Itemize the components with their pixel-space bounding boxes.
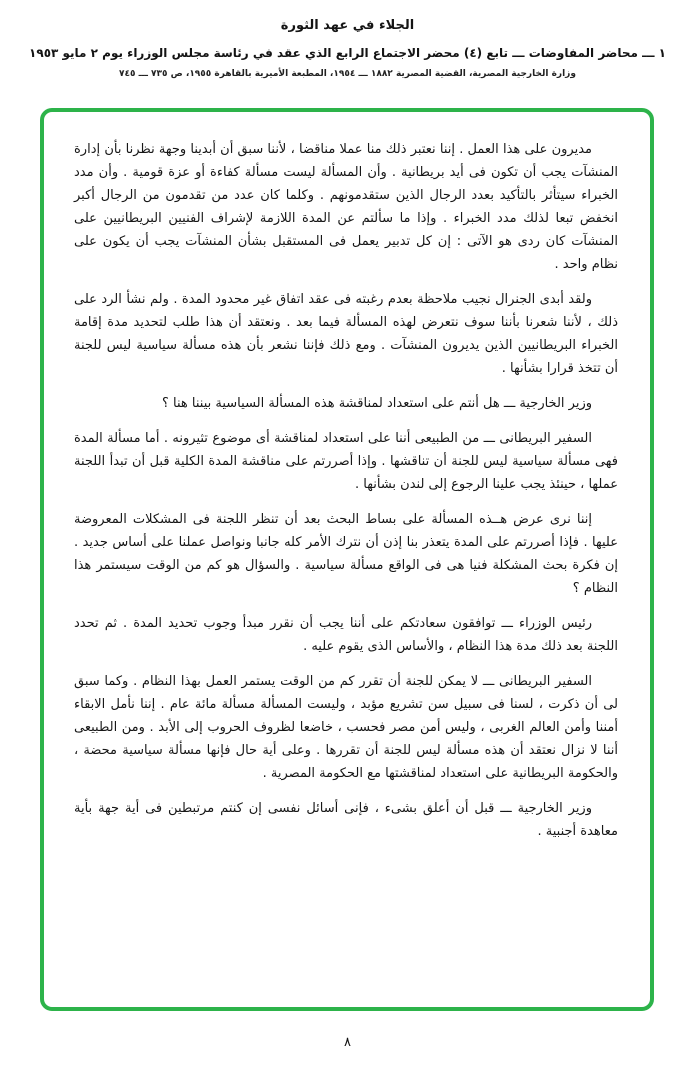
paragraph: إننا نرى عرض هــذه المسألة على بساط البحث بعد أن تنظر اللجنة فى المشكلات المعروضة عليها . فإذا أصررتم على المدة يتعذر بنا إذن أن نترك الأمر كله جانبا ونواصل عملنا على أساس جديد . إن فكرة بحث المشكلة فنيا هى فى الواقع مسألة سياسية . والسؤال هو كم من الوقت سيستمر هذا النظام ؟ (74, 512, 618, 596)
paragraph: مديرون على هذا العمل . إننا نعتبر ذلك منا عملا مناقضا ، لأننا سبق أن أبدينا وجهة نظرنا بأن إدارة المنشآت يجب أن تكون فى أيد بريطانية . وأن المسألة ليست مسألة كفاءة أو عزة قومية . وأن مدد الخبراء سيتأثر بالتأكيد بعدد الرجال الذين ستقدمونهم . وكلما كان عدد من تقدمون من الرجال أكبر انخفض تبعا لذلك مدد الخبراء . وإذا ما سألتم عن المدة اللازمة لإشراف الفنيين البريطانيين على المنشآت كان ردى هو الآتى : إن كل تدبير يعمل فى المستقبل بشأن المنشآت يجب أن يكون على نظام واحد . (74, 142, 618, 272)
paragraph: رئيس الوزراء ـــ توافقون سعادتكم على أننا يجب أن نقرر مبدأ وجوب تحديد المدة . ثم تحدد اللجنة بعد ذلك مدة هذا النظام ، والأساس الذى يقوم عليه . (74, 616, 618, 654)
paragraph: وزير الخارجية ـــ هل أنتم على استعداد لمناقشة هذه المسألة السياسية بيننا هنا ؟ (162, 396, 592, 411)
page-number: ٨ (344, 1035, 351, 1050)
paragraph: السفير البريطانى ـــ لا يمكن للجنة أن تقرر كم من الوقت يستمر العمل بهذا النظام . وكما سبق لى أن ذكرت ، لسنا فى سبيل سن تشريع مؤبد ، وليست المسألة مسألة مائة عام . إننا نأمل الابقاء أمننا وأمن العالم الغربى ، وليس أمن مصر فحسب ، خاضعا لظروف الحروب إلى الأبد . ومن الطبيعى أننا لا نزال نعتقد أن هذه مسألة ليس للجنة أن تقررها . وعلى أية حال فإنها مسألة سياسية محضة ، والحكومة البريطانية على استعداد لمناقشتها مع الحكومة المصرية . (74, 674, 618, 781)
source-citation: وزارة الخارجية المصرية، القضية المصرية ١٨٨٢ ـــ ١٩٥٤، المطبعة الأميرية بالقاهرة ١٩٥٥، ص ٧٣٥ ـــ ٧٤٥ (119, 69, 576, 79)
paragraph: وزير الخارجية ـــ قبل أن أعلق بشىء ، فإنى أسائل نفسى إن كنتم مرتبطين فى أية جهة بأية معاهدة أجنبية . (74, 801, 618, 839)
paragraph: ولقد أبدى الجنرال نجيب ملاحظة بعدم رغبته فى عقد اتفاق غير محدود المدة . ولم نشأ الرد على ذلك ، لأننا شعرنا بأننا سوف نتعرض لهذه المسألة فيما بعد . ونعتقد أن هذا طلب لتحديد مدة إقامة الخبراء البريطانيين الذين يديرون المنشآت . ومع ذلك فإننا نشعر بأن هذه مسألة سياسية ليس للجنة أن تتخذ قرارا بشأنها . (74, 292, 618, 376)
paragraph: السفير البريطانى ـــ من الطبيعى أننا على استعداد لمناقشة أى موضوع تثيرونه . أما مسألة المدة فهى مسألة سياسية ليس للجنة أن تناقشها . وإذا أصررتم على مناقشة المدة الكلية قبل أن تبدأ اللجنة عملها ، حينئذ يجب علينا الرجوع إلى لندن بشأنها . (74, 431, 618, 492)
document-title: الجلاء في عهد الثورة (280, 18, 415, 33)
page-header (0, 0, 695, 79)
reference-line: ١ ـــ محاضر المفاوضات ـــ تابع (٤) محضر الاجتماع الرابع الذي عقد في رئاسة مجلس الوزراء يوم ٢ مايو ١٩٥٣ (29, 46, 666, 60)
text-frame (40, 108, 654, 1011)
